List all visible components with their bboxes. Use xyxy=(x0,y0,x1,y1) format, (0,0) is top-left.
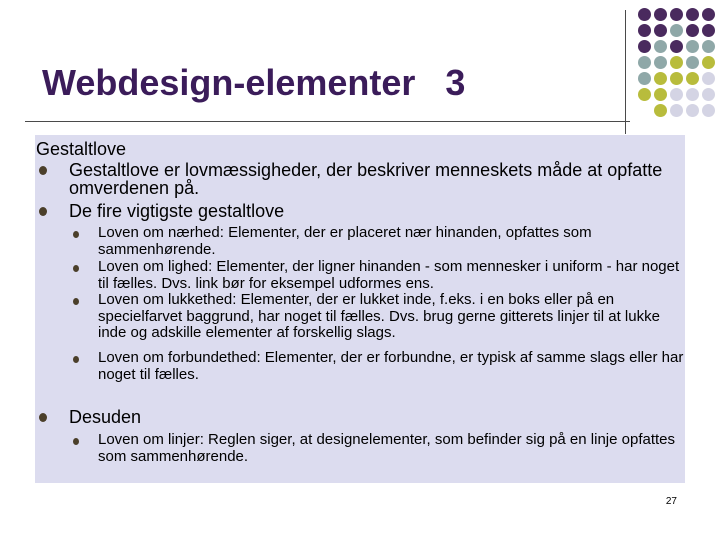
dot xyxy=(670,104,683,117)
dot xyxy=(702,24,715,37)
bullet-icon xyxy=(39,413,47,422)
bullet-icon xyxy=(39,166,47,175)
dot xyxy=(654,56,667,69)
dot xyxy=(702,40,715,53)
bullet-icon xyxy=(73,231,79,238)
dot xyxy=(654,104,667,117)
dot xyxy=(702,8,715,21)
dot xyxy=(686,104,699,117)
dot xyxy=(702,104,715,117)
dot xyxy=(686,8,699,21)
dot xyxy=(702,72,715,85)
dot xyxy=(654,40,667,53)
dot xyxy=(686,72,699,85)
title-divider xyxy=(25,121,630,122)
dot xyxy=(670,72,683,85)
section-heading: Gestaltlove xyxy=(36,139,127,159)
bullet-icon xyxy=(39,207,47,216)
dot xyxy=(638,72,651,85)
dot xyxy=(638,40,651,53)
bullet-icon xyxy=(73,438,79,445)
dot xyxy=(686,40,699,53)
dot xyxy=(638,24,651,37)
law-closure: Loven om lukkethed: Elementer, der er lukket inde, f.eks. i en boks eller på en specielfarvet baggrund, har noget til fælles. Dvs. brug gerne gitterets linjer til at lukke inde og adskille elementer af forskellig slags. xyxy=(98,291,660,342)
dot xyxy=(686,88,699,101)
dot xyxy=(670,40,683,53)
bullet-icon xyxy=(73,298,79,305)
law-lines: Loven om linjer: Reglen siger, at designelementer, som befinder sig på en linje opfattes som sammenhørende. xyxy=(98,431,676,465)
law-similarity: Loven om lighed: Elementer, der ligner hinanden - som mennesker i uniform - har noget til fælles. Dvs. link bør for eksempel udformes ens. xyxy=(98,258,680,292)
dot xyxy=(702,56,715,69)
page-number: 27 xyxy=(665,496,677,507)
dot xyxy=(638,88,651,101)
bullet-icon xyxy=(73,356,79,363)
point-four-laws: De fire vigtigste gestaltlove xyxy=(69,201,285,221)
dot xyxy=(654,8,667,21)
dot xyxy=(654,24,667,37)
dot xyxy=(702,88,715,101)
law-connectedness: Loven om forbundethed: Elementer, der er forbundne, er typisk af samme slags eller har noget til fælles. xyxy=(98,349,684,383)
extra-heading: Desuden xyxy=(69,407,142,427)
point-definition: Gestaltlove er lovmæssigheder, der beskriver menneskets måde at opfatte omverdenen på. xyxy=(69,160,663,198)
dot xyxy=(670,24,683,37)
law-proximity: Loven om nærhed: Elementer, der er placeret nær hinanden, opfattes som sammenhørende. xyxy=(98,224,592,258)
slide-title: Webdesign-elementer 3 xyxy=(42,62,466,103)
dot xyxy=(654,88,667,101)
bullet-icon xyxy=(73,265,79,272)
dot xyxy=(654,72,667,85)
dot xyxy=(686,24,699,37)
dot xyxy=(638,56,651,69)
dot xyxy=(686,56,699,69)
dot xyxy=(670,8,683,21)
dot xyxy=(638,8,651,21)
dot xyxy=(670,56,683,69)
dot xyxy=(670,88,683,101)
vertical-divider xyxy=(625,10,626,134)
